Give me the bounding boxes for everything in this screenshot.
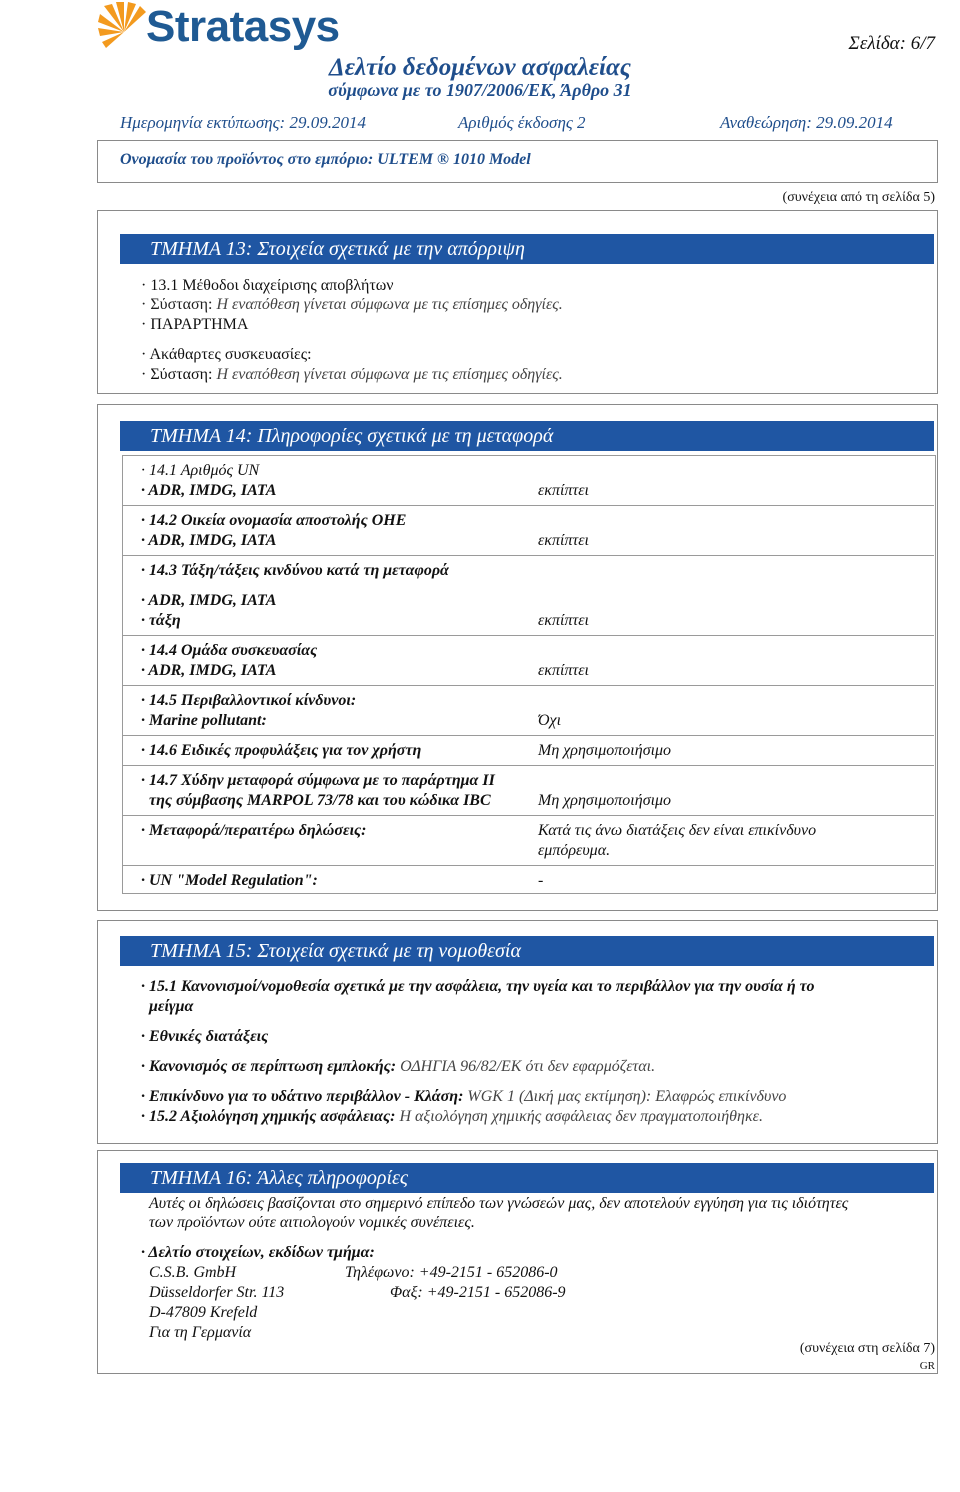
language-code: GR (919, 1360, 935, 1372)
recommendation-2: · Σύσταση: Η εναπόθεση γίνεται σύμφωνα με τις επίσημες οδηγίες. (141, 366, 563, 383)
continued-from: (συνέχεια από τη σελίδα 5) (782, 190, 935, 205)
further-statements-value-1: Κατά τις άνω διατάξεις δεν είναι επικίνδυνο (538, 822, 817, 839)
special-precautions-value: Μη χρησιμοποιήσιμο (538, 742, 672, 759)
version-number: Αριθμός έκδοσης 2 (458, 113, 586, 132)
document-title: Δελτίο δεδομένων ασφαλείας (329, 54, 631, 81)
un-number-value: εκπίπτει (538, 482, 589, 499)
address-company: C.S.B. GmbH (149, 1264, 237, 1281)
fax-number: Φαξ: +49-2151 - 652086-9 (390, 1284, 566, 1301)
bulk-transport-label-2: της σύμβασης MARPOL 73/78 και του κώδικα IBC (149, 792, 491, 809)
special-precautions-label: · 14.6 Ειδικές προφυλάξεις για τον χρήστη (141, 742, 422, 759)
hazard-class-value: εκπίπτει (538, 612, 589, 629)
un-number-modes: · ADR, IMDG, IATA (141, 482, 277, 499)
document-subtitle: σύμφωνα με το 1907/2006/ΕΚ, Άρθρο 31 (328, 80, 632, 100)
un-model-regulation-label: · UN "Model Regulation": (141, 872, 318, 889)
revision-date: Αναθεώρηση: 29.09.2014 (720, 113, 893, 132)
annex-label: · ΠΑΡΑΡΤΗΜΑ (141, 316, 249, 333)
disclaimer-line-2: των προϊόντων ούτε αιτιολογούν νομικές συνέπειες. (149, 1214, 475, 1231)
hazard-class-label: · 14.3 Τάξη/τάξεις κινδύνου κατά τη μεταφορά (141, 562, 449, 579)
marine-pollutant-label: · Marine pollutant: (141, 712, 267, 729)
packing-group-value: εκπίπτει (538, 662, 589, 679)
product-name-box (97, 140, 938, 183)
shipping-name-modes: · ADR, IMDG, IATA (141, 532, 277, 549)
page-number: Σελίδα: 6/7 (848, 33, 935, 54)
regulations-line-2: μείγμα (149, 998, 194, 1015)
chemical-safety-assessment: · 15.2 Αξιολόγηση χημικής ασφάλειας: Η αξιολόγηση χημικής ασφάλειας δεν πραγματοποιήθηκε. (141, 1108, 763, 1125)
accident-regulation: · Κανονισμός σε περίπτωση εμπλοκής: ΟΔΗΓΙΑ 96/82/ΕΚ ότι δεν εφαρμόζεται. (141, 1058, 656, 1075)
bulk-transport-label-1: · 14.7 Χύδην μεταφορά σύμφωνα με το παράρτημα II (141, 772, 495, 789)
regulations-line-1: · 15.1 Κανονισμοί/νομοθεσία σχετικά με την ασφάλεια, την υγεία και το περιβάλλον για την ουσία ή το (141, 978, 815, 995)
further-statements-value-2: εμπόρευμα. (538, 842, 611, 859)
env-hazards-label: · 14.5 Περιβαλλοντικοί κίνδυνοι: (141, 692, 357, 709)
section-15-heading: ΤΜΗΜΑ 15: Στοιχεία σχετικά με τη νομοθεσία (120, 936, 934, 966)
packing-group-modes: · ADR, IMDG, IATA (141, 662, 277, 679)
bulk-transport-value: Μη χρησιμοποιήσιμο (538, 792, 672, 809)
company-logo (98, 0, 348, 60)
un-model-regulation-value: - (538, 872, 544, 889)
packing-group-label: · 14.4 Ομάδα συσκευασίας (141, 642, 318, 659)
water-hazard-class: · Επικίνδυνο για το υδάτινο περιβάλλον - Κλάση: WGK 1 (Δική μας εκτίμηση): Ελαφρώς επικίνδυνο (141, 1088, 787, 1105)
hazard-class-modes: · ADR, IMDG, IATA (141, 592, 277, 609)
shipping-name-value: εκπίπτει (538, 532, 589, 549)
issuing-department-label: · Δελτίο στοιχείων, εκδίδων τμήμα: (141, 1244, 375, 1261)
print-date: Ημερομηνία εκτύπωσης: 29.09.2014 (120, 113, 366, 132)
shipping-name-label: · 14.2 Οικεία ονομασία αποστολής ΟΗΕ (141, 512, 407, 529)
continued-to: (συνέχεια στη σελίδα 7) (799, 1341, 935, 1356)
unclean-packaging: · Ακάθαρτες συσκευασίες: (141, 346, 312, 363)
national-provisions: · Εθνικές διατάξεις (141, 1028, 269, 1045)
product-name: Ονομασία του προϊόντος στο εμπόριο: ULTEM ® 1010 Model (120, 151, 531, 168)
further-statements-label: · Μεταφορά/περαιτέρω δηλώσεις: (141, 822, 367, 839)
address-street: Düsseldorfer Str. 113 (149, 1284, 285, 1301)
disclaimer-line-1: Αυτές οι δηλώσεις βασίζονται στο σημερινό επίπεδο των γνώσεών μας, δεν αποτελούν εγγύηση για τις ιδιότητες (149, 1195, 849, 1212)
section-16-heading: ΤΜΗΜΑ 16: Άλλες πληροφορίες (120, 1163, 934, 1193)
section-14-heading: ΤΜΗΜΑ 14: Πληροφορίες σχετικά με τη μεταφορά (120, 421, 934, 451)
recommendation-1: · Σύσταση: Η εναπόθεση γίνεται σύμφωνα με τις επίσημες οδηγίες. (141, 296, 563, 313)
hazard-class-class: · τάξη (141, 612, 181, 629)
address-city: D-47809 Krefeld (149, 1304, 258, 1321)
starburst-logo-icon (98, 2, 150, 58)
un-number-label: · 14.1 Αριθμός UN (141, 462, 260, 479)
marine-pollutant-value: Όχι (538, 712, 562, 729)
address-country: Για τη Γερμανία (149, 1324, 252, 1341)
section-13-heading: ΤΜΗΜΑ 13: Στοιχεία σχετικά με την απόρριψη (120, 234, 934, 264)
phone-number: Τηλέφωνο: +49-2151 - 652086-0 (345, 1264, 558, 1281)
brand-name: Stratasys (146, 2, 340, 51)
waste-methods: · 13.1 Μέθοδοι διαχείρισης αποβλήτων (141, 277, 394, 294)
